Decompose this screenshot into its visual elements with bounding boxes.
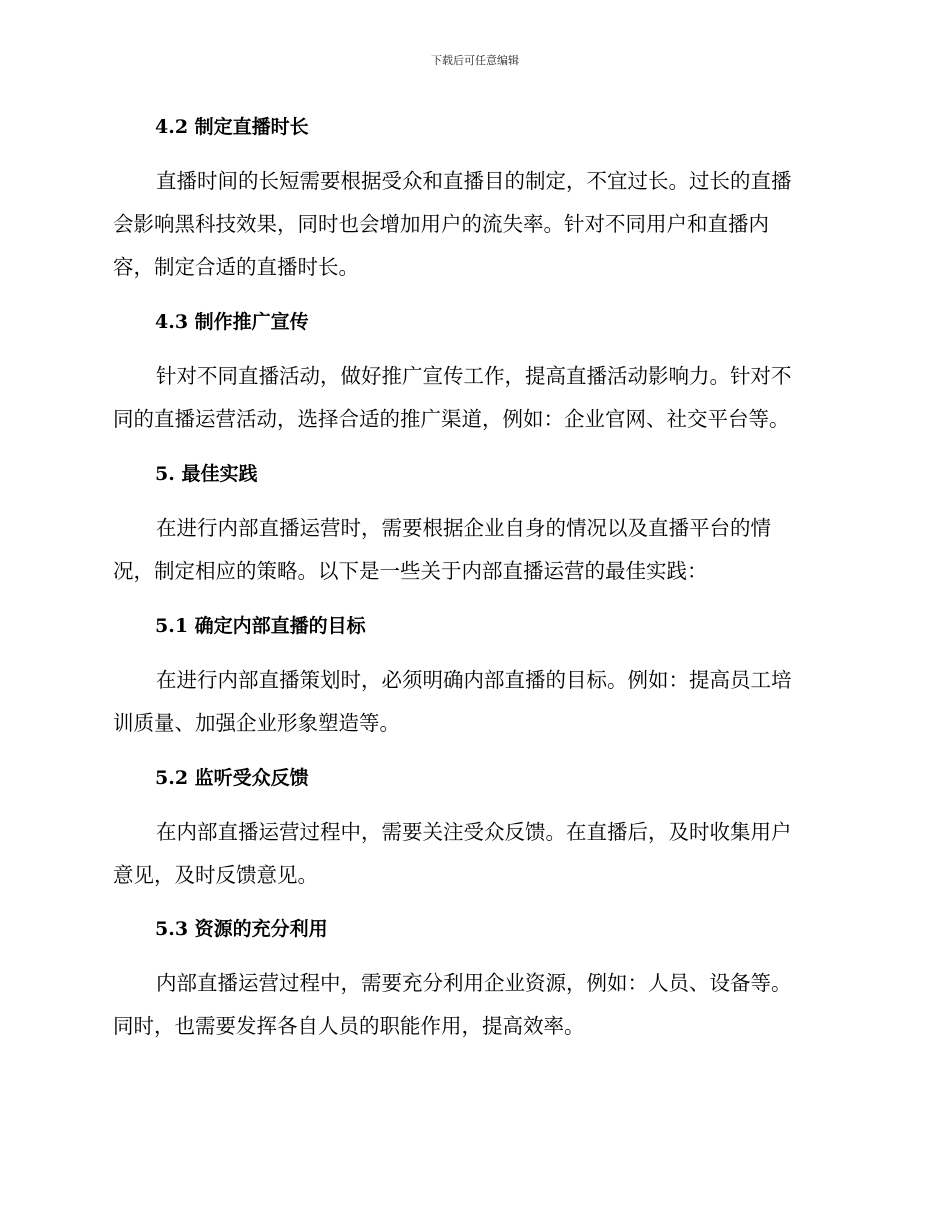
section-paragraph-5-1 — [113, 659, 833, 745]
section-heading-4-2: 4.2 制定直播时长 — [155, 116, 309, 138]
paragraph-line: 直播时间的长短需要根据受众和直播目的制定，不宜过长。过长的直播 — [156, 169, 792, 193]
paragraph-line: 在内部直播运营过程中，需要关注受众反馈。在直播后，及时收集用户 — [156, 820, 792, 844]
paragraph-line: 意见，及时反馈意见。 — [113, 863, 318, 887]
section-heading-5-3: 5.3 资源的充分利用 — [155, 918, 328, 940]
page-header: 下载后可任意编辑 — [431, 54, 519, 67]
section-paragraph-4-3 — [113, 355, 833, 441]
paragraph-line: 同时，也需要发挥各自人员的职能作用，提高效率。 — [113, 1014, 585, 1038]
section-paragraph-5-2 — [113, 811, 833, 897]
section-paragraph-5 — [113, 507, 833, 593]
paragraph-line: 会影响黑科技效果，同时也会增加用户的流失率。针对不同用户和直播内 — [113, 212, 769, 236]
paragraph-line: 训质量、加强企业形象塑造等。 — [113, 711, 400, 735]
paragraph-line: 在进行内部直播运营时，需要根据企业自身的情况以及直播平台的情 — [156, 516, 771, 540]
paragraph-line: 在进行内部直播策划时，必须明确内部直播的目标。例如：提高员工培 — [156, 668, 792, 692]
paragraph-line: 容，制定合适的直播时长。 — [113, 255, 359, 279]
paragraph-line: 针对不同直播活动，做好推广宣传工作，提高直播活动影响力。针对不 — [156, 364, 792, 388]
section-paragraph-4-2 — [113, 160, 833, 289]
paragraph-line: 内部直播运营过程中，需要充分利用企业资源，例如：人员、设备等。 — [156, 971, 792, 995]
paragraph-line: 同的直播运营活动，选择合适的推广渠道，例如：企业官网、社交平台等。 — [113, 407, 790, 431]
paragraph-line: 况，制定相应的策略。以下是一些关于内部直播运营的最佳实践： — [113, 559, 708, 583]
section-paragraph-5-3 — [113, 962, 833, 1048]
section-heading-4-3: 4.3 制作推广宣传 — [155, 311, 309, 333]
section-heading-5-2: 5.2 监听受众反馈 — [155, 767, 309, 789]
section-heading-5: 5. 最佳实践 — [155, 463, 258, 485]
section-heading-5-1: 5.1 确定内部直播的目标 — [155, 615, 366, 637]
